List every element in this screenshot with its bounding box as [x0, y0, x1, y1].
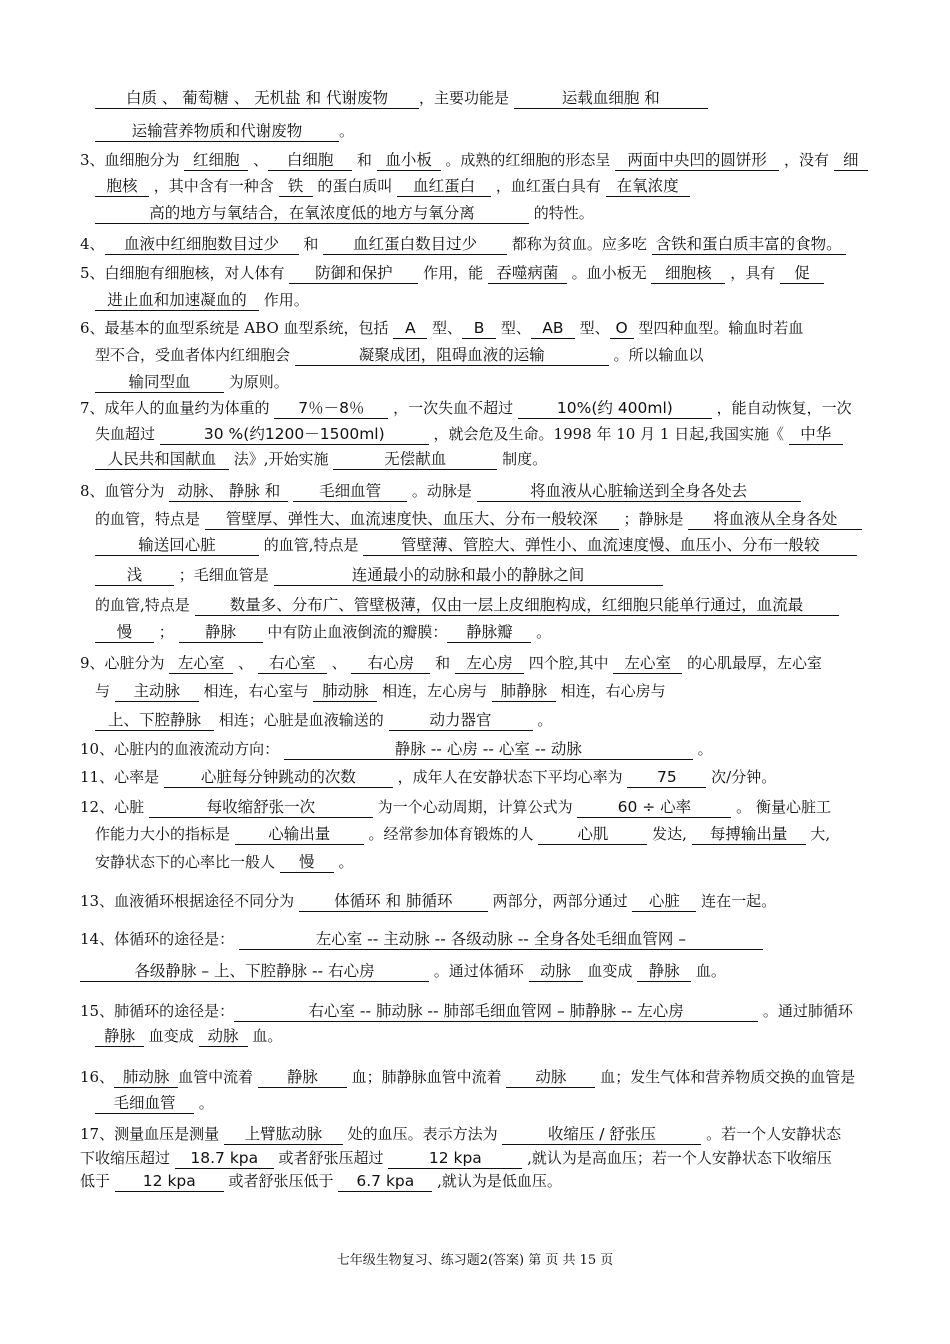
- question-text: 下收缩压超过: [80, 1149, 175, 1167]
- question-text: ，没有: [779, 151, 834, 169]
- answer-blank: 每收缩舒张一次: [149, 798, 373, 818]
- question-text: 12、心脏: [80, 798, 149, 816]
- question-text: 处的血压。表示方法为: [342, 1125, 503, 1143]
- question-text: 血变成: [582, 962, 638, 980]
- question-text: 为一个心动周期，计算公式为: [372, 798, 578, 816]
- text-line: [95, 565, 663, 586]
- question-text: 14、体循环的途径是：: [80, 930, 239, 948]
- answer-blank: 管壁薄、管腔大、弹性小、血流速度慢、血压小、分布一般较: [363, 536, 857, 556]
- question-text: 血；发生气体和营养物质交换的血管是: [595, 1068, 856, 1086]
- answer-blank: 铁: [279, 177, 313, 197]
- question-text: 四个腔,其中: [523, 654, 614, 672]
- question-text: ；静脉是: [618, 510, 689, 528]
- question-text: 。 衡量心脏工: [731, 798, 831, 816]
- question-text: 8、血管分为: [80, 482, 170, 500]
- answer-blank: 浅: [95, 566, 174, 586]
- question-text: 和: [430, 654, 455, 672]
- question-text: 。: [692, 740, 713, 758]
- answer-blank: 60 ÷ 心率: [577, 798, 731, 818]
- question-text: 的特性。: [529, 204, 594, 222]
- question-text: 16、: [80, 1068, 115, 1086]
- question-text: 型、: [574, 319, 610, 337]
- answer-blank: 心肌: [538, 825, 647, 845]
- question-text: ，能自动恢复，一次: [711, 399, 852, 417]
- question-text: 10、心脏内的血液流动方向：: [80, 740, 284, 758]
- answer-blank: 慢: [280, 853, 334, 873]
- text-line: [95, 1093, 214, 1114]
- text-line: [95, 88, 708, 109]
- answer-blank: 右心房: [351, 654, 430, 674]
- text-line: [80, 1067, 855, 1088]
- answer-blank: 人民共和国献血: [95, 450, 229, 470]
- text-line: [95, 622, 551, 643]
- question-text: 中有防止血液倒流的瓣膜：: [262, 623, 448, 641]
- text-line: [95, 1026, 282, 1047]
- question-text: 7、成年人的血量约为体重的: [80, 399, 275, 417]
- answer-blank: 防御和保护: [289, 264, 418, 284]
- question-text: 。所以输血以: [608, 346, 704, 364]
- answer-blank: 凝聚成团，阻碍血液的运输: [295, 346, 609, 366]
- answer-blank: 进止血和加速凝血的: [95, 291, 259, 311]
- answer-blank: 左心室: [613, 654, 682, 674]
- text-line: [95, 345, 704, 366]
- answer-blank: 血红蛋白数目过少: [323, 235, 507, 255]
- question-text: 相连，左心房与: [377, 682, 492, 700]
- question-text: 大,: [805, 825, 831, 843]
- answer-blank: B: [462, 319, 496, 339]
- answer-blank: 血小板: [377, 151, 441, 171]
- question-text: 与: [95, 682, 115, 700]
- question-text: ，一次失血不超过: [388, 399, 518, 417]
- answer-blank: 含铁和蛋白质丰富的食物。: [652, 235, 846, 255]
- answer-blank: 血红蛋白: [397, 177, 491, 197]
- question-text: 都称为贫血。应多吃: [507, 235, 652, 253]
- answer-blank: 右心室 -- 肺动脉 -- 肺部毛细血管网 – 肺静脉 -- 左心房: [234, 1002, 758, 1022]
- answer-blank: 慢: [95, 623, 154, 643]
- text-line: [95, 535, 857, 556]
- answer-blank: 12 kpa: [115, 1172, 224, 1192]
- question-text: 作用。: [259, 291, 309, 309]
- question-text: 为原则。: [224, 373, 289, 391]
- answer-blank: 右心室: [258, 654, 327, 674]
- question-text: 。通过体循环: [429, 962, 529, 980]
- text-line: [80, 318, 803, 339]
- question-text: 4、: [80, 235, 105, 253]
- text-line: [80, 234, 846, 255]
- question-text: 血。: [691, 962, 726, 980]
- question-text: 9、心脏分为: [80, 654, 170, 672]
- question-text: ；: [154, 623, 179, 641]
- answer-blank: 30 %(约1200－1500ml): [160, 425, 429, 445]
- question-text: ；毛细血管是: [174, 566, 274, 584]
- answer-blank: 输同型血: [95, 373, 224, 393]
- answer-blank: 毛细血管: [293, 482, 407, 502]
- answer-blank: 体循环 和 肺循环: [299, 892, 488, 912]
- answer-blank: 数量多、分布广、管壁极薄，仅由一层上皮细胞构成，红细胞只能单行通过，血流最: [195, 596, 839, 616]
- answer-blank: 左心房: [455, 654, 524, 674]
- question-text: ，就会危及生命。1998 年 10 月 1 日起,我国实施《: [428, 425, 789, 443]
- answer-blank: 肺动脉: [114, 1068, 178, 1088]
- answer-blank: 运输营养物质和代谢废物: [95, 122, 339, 142]
- answer-blank: 12 kpa: [388, 1149, 522, 1169]
- question-text: 法》,开始实施: [229, 450, 334, 468]
- answer-blank: 中华: [789, 425, 843, 445]
- question-text: ，具有: [725, 264, 780, 282]
- question-text: 、: [233, 654, 258, 672]
- answer-blank: 白质 、 葡萄糖 、 无机盐 和 代谢废物: [95, 89, 419, 109]
- answer-blank: 肺静脉: [492, 682, 556, 702]
- answer-blank: 白细胞: [268, 151, 352, 171]
- answer-blank: 静脉: [258, 1068, 347, 1088]
- answer-blank: A: [393, 319, 427, 339]
- answer-blank: 7％－8％: [274, 399, 388, 419]
- answer-blank: 高的地方与氧结合，在氧浓度低的地方与氧分离: [95, 204, 529, 224]
- answer-blank: 静脉瓣: [447, 623, 531, 643]
- question-text: 的蛋白质叫: [312, 177, 398, 195]
- answer-blank: 心脏: [632, 892, 696, 912]
- question-text: 。若一个人安静状态: [701, 1125, 842, 1143]
- answer-blank: 红细胞: [184, 151, 248, 171]
- text-line: [95, 449, 547, 470]
- question-text: 和: [352, 151, 377, 169]
- question-text: 、: [326, 654, 352, 672]
- answer-blank: 动力器官: [389, 711, 533, 731]
- question-text: 型四种血型。输血时若血: [633, 319, 804, 337]
- question-text: 型、: [427, 319, 463, 337]
- question-text: ，其中含有一种含: [149, 177, 279, 195]
- answer-blank: 心输出量: [235, 825, 364, 845]
- question-text: 。: [531, 623, 552, 641]
- text-line: [95, 290, 309, 311]
- answer-blank: 动脉、 静脉 和: [169, 482, 288, 502]
- question-text: 。通过肺循环: [758, 1002, 853, 1020]
- answer-blank: AB: [531, 319, 575, 339]
- question-text: 作能力大小的指标是: [95, 825, 235, 843]
- question-text: 5、白细胞有细胞核，对人体有: [80, 264, 290, 282]
- answer-blank: 管壁厚、弹性大、血流速度快、血压大、分布一般较深: [205, 510, 619, 530]
- answer-blank: 吞噬病菌: [488, 264, 567, 284]
- question-text: 的血管，特点是: [95, 510, 205, 528]
- question-text: 。: [339, 122, 355, 140]
- answer-blank: 血液中红细胞数目过少: [105, 235, 299, 255]
- answer-blank: 静脉 -- 心房 -- 心室 -- 动脉: [284, 740, 693, 760]
- text-line: [95, 509, 862, 530]
- answer-blank: 细胞核: [651, 264, 725, 284]
- answer-blank: 主动脉: [115, 682, 199, 702]
- question-text: 11、心率是: [80, 768, 164, 786]
- answer-blank: 6.7 kpa: [338, 1172, 432, 1192]
- text-line: [80, 150, 868, 171]
- answer-blank: 运载血细胞 和: [514, 89, 708, 109]
- answer-blank: 收缩压 / 舒张压: [502, 1125, 701, 1145]
- question-text: 型不合，受血者体内红细胞会: [95, 346, 295, 364]
- text-line: [80, 1171, 562, 1192]
- answer-blank: 无偿献血: [333, 450, 497, 470]
- text-line: [80, 1124, 841, 1145]
- question-text: 制度。: [497, 450, 548, 468]
- answer-blank: 上、下腔静脉: [95, 711, 214, 731]
- question-text: 的血管,特点是: [259, 536, 364, 554]
- answer-blank: 毛细血管: [95, 1094, 194, 1114]
- answer-blank: 静脉: [179, 623, 263, 643]
- answer-blank: 18.7 kpa: [175, 1149, 274, 1169]
- answer-blank: 左心室: [169, 654, 233, 674]
- question-text: ，主要功能是: [419, 89, 514, 107]
- answer-blank: 将血液从全身各处: [688, 510, 862, 530]
- answer-blank: 细: [834, 151, 868, 171]
- text-line: [80, 1001, 853, 1022]
- answer-blank: 75: [627, 768, 706, 788]
- answer-blank: 在氧浓度: [606, 177, 690, 197]
- question-text: 血。: [247, 1027, 283, 1045]
- question-text: ，血红蛋白具有: [491, 177, 606, 195]
- question-text: ,就认为是高血压；若一个人安静状态下收缩压: [522, 1149, 832, 1167]
- question-text: 17、测量血压是测量: [80, 1125, 224, 1143]
- question-text: 。成熟的红细胞的形态呈: [440, 151, 616, 169]
- text-line: [95, 852, 354, 873]
- question-text: 相连，右心室与: [198, 682, 314, 700]
- text-line: [80, 961, 726, 982]
- question-text: 。血小板无: [566, 264, 652, 282]
- answer-blank: 上臂肱动脉: [224, 1125, 343, 1145]
- text-line: [95, 681, 666, 702]
- answer-blank: O: [610, 319, 634, 339]
- question-text: 型、: [496, 319, 531, 337]
- question-text: 两部分，两部分通过: [487, 892, 633, 910]
- text-line: [80, 797, 831, 818]
- text-line: [80, 891, 776, 912]
- text-line: [80, 767, 776, 788]
- question-text: 。经常参加体育锻炼的人: [363, 825, 539, 843]
- question-text: 。: [194, 1094, 214, 1112]
- answer-blank: 胞核: [95, 177, 149, 197]
- text-line: [80, 263, 824, 284]
- question-text: 相连，右心房与: [555, 682, 666, 700]
- question-text: 。: [333, 853, 354, 871]
- answer-blank: 动脉: [199, 1027, 248, 1047]
- text-line: [80, 653, 822, 674]
- text-line: [95, 824, 830, 845]
- question-text: 低于: [80, 1172, 115, 1190]
- answer-blank: 连通最小的动脉和最小的静脉之间: [274, 566, 663, 586]
- question-text: 或者舒张压低于: [223, 1172, 339, 1190]
- question-text: 连在一起。: [696, 892, 777, 910]
- answer-blank: 两面中央凹的圆饼形: [615, 151, 779, 171]
- answer-blank: 促: [780, 264, 824, 284]
- question-text: 安静状态下的心率比一般人: [95, 853, 280, 871]
- text-line: [80, 929, 763, 950]
- question-text: 失血超过: [95, 425, 160, 443]
- text-line: [80, 398, 852, 419]
- answer-blank: 10%(约 400ml): [518, 399, 712, 419]
- text-line: [95, 595, 839, 616]
- text-line: [95, 710, 552, 731]
- text-line: [95, 424, 843, 445]
- question-text: 相连；心脏是血液输送的: [214, 711, 389, 729]
- answer-blank: 每搏输出量: [692, 825, 806, 845]
- answer-blank: 各级静脉 – 上、下腔静脉 -- 右心房: [80, 962, 429, 982]
- answer-blank: 心脏每分钟跳动的次数: [164, 768, 393, 788]
- question-text: 血管中流着: [178, 1068, 258, 1086]
- text-line: [95, 121, 354, 142]
- question-text: 。: [532, 711, 553, 729]
- question-text: 发达,: [647, 825, 692, 843]
- answer-blank: 将血液从心脏输送到全身各处去: [477, 482, 801, 502]
- question-text: 6、最基本的血型系统是 ABO 血型系统，包括: [80, 319, 394, 337]
- page-footer: 七年级生物复习、练习题2(答案) 第 页 共 15 页: [336, 1253, 614, 1268]
- question-text: 血变成: [144, 1027, 199, 1045]
- question-text: 的心肌最厚，左心室: [682, 654, 823, 672]
- question-text: 。动脉是: [407, 482, 477, 500]
- question-text: 血；肺静脉血管中流着: [346, 1068, 507, 1086]
- text-line: [95, 372, 289, 393]
- question-text: 、: [248, 151, 269, 169]
- question-text: 的血管,特点是: [95, 596, 195, 614]
- answer-blank: 肺动脉: [313, 682, 377, 702]
- question-text: ,就认为是低血压。: [432, 1172, 562, 1190]
- answer-blank: 动脉: [506, 1068, 595, 1088]
- question-text: 作用，能: [418, 264, 488, 282]
- text-line: [95, 203, 594, 224]
- question-text: 13、血液循环根据途径不同分为: [80, 892, 299, 910]
- question-text: 或者舒张压超过: [273, 1149, 389, 1167]
- answer-blank: 静脉: [637, 962, 691, 982]
- answer-blank: 动脉: [529, 962, 583, 982]
- answer-blank: 静脉: [95, 1027, 144, 1047]
- question-text: ，成年人在安静状态下平均心率为: [392, 768, 628, 786]
- question-text: 15、肺循环的途径是：: [80, 1002, 235, 1020]
- question-text: 3、血细胞分为: [80, 151, 185, 169]
- text-line: [95, 176, 690, 197]
- text-line: [80, 1148, 832, 1169]
- question-text: 和: [298, 235, 324, 253]
- answer-blank: 左心室 -- 主动脉 -- 各级动脉 -- 全身各处毛细血管网 –: [239, 930, 763, 950]
- question-text: 次/分钟。: [706, 768, 777, 786]
- text-line: [80, 739, 713, 760]
- answer-blank: 输送回心脏: [95, 536, 259, 556]
- text-line: [80, 481, 801, 502]
